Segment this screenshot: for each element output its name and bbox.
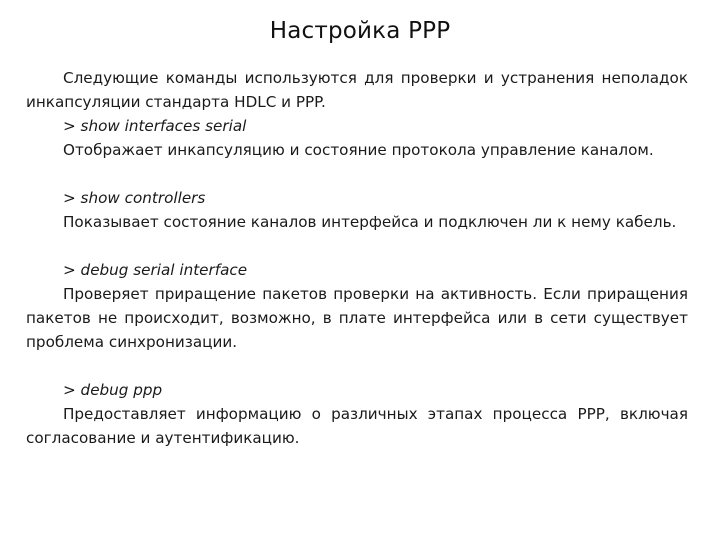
command-debug-ppp: > debug ppp	[63, 381, 163, 399]
command-block-debug-serial-interface	[26, 258, 688, 354]
command-show-interfaces-serial: > show interfaces serial	[63, 117, 247, 135]
description-debug-serial-interface: Проверяет приращение пакетов проверки на активность. Если приращения пакетов не происходит, возможно, в плате интерфейса или в сети существует проблема синхронизации.	[26, 285, 688, 351]
intro-block	[26, 66, 688, 162]
command-block-debug-ppp	[26, 378, 688, 450]
slide-title: Настройка PPP	[269, 18, 451, 44]
command-show-controllers: > show controllers	[63, 189, 206, 207]
command-debug-serial-interface: > debug serial interface	[63, 261, 248, 279]
description-show-interfaces-serial: Отображает инкапсуляцию и состояние протокола управление каналом.	[63, 141, 654, 159]
description-debug-ppp: Предоставляет информацию о различных этапах процесса PPP, включая согласование и аутентификацию.	[26, 405, 688, 447]
command-block-show-controllers	[26, 186, 688, 234]
intro-text: Следующие команды используются для проверки и устранения неполадок инкапсуляции стандарта HDLC и PPP.	[26, 69, 688, 111]
description-show-controllers: Показывает состояние каналов интерфейса и подключен ли к нему кабель.	[63, 213, 677, 231]
slide-content	[26, 66, 688, 450]
